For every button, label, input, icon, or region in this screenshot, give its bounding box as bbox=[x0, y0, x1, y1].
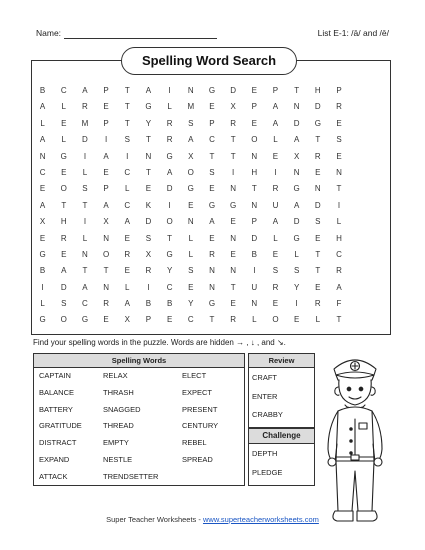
grid-letter: N bbox=[293, 102, 300, 112]
grid-letter: N bbox=[314, 184, 321, 194]
grid-letter: R bbox=[272, 184, 279, 194]
grid-letter: C bbox=[166, 282, 173, 292]
grid-letter: A bbox=[188, 135, 194, 145]
grid-letter: P bbox=[251, 102, 257, 112]
grid-letter: N bbox=[39, 151, 46, 161]
grid-letter: L bbox=[188, 249, 194, 259]
grid-letter: N bbox=[187, 86, 194, 95]
grid-letter: S bbox=[315, 217, 321, 227]
grid-letter: L bbox=[40, 299, 45, 309]
grid-letter: U bbox=[272, 200, 279, 210]
grid-letter: A bbox=[61, 266, 67, 276]
spelling-words-title: Spelling Words bbox=[34, 354, 244, 368]
grid-letter: M bbox=[81, 118, 89, 128]
grid-letter: S bbox=[82, 184, 88, 194]
grid-letter: E bbox=[103, 167, 109, 177]
grid-letter: L bbox=[294, 249, 299, 259]
word-column-2 bbox=[103, 368, 182, 486]
grid-letter: Y bbox=[166, 266, 173, 276]
grid-letter: P bbox=[251, 217, 257, 227]
grid-row bbox=[32, 263, 392, 279]
grid-letter: L bbox=[61, 102, 66, 112]
grid-letter: X bbox=[124, 315, 130, 325]
footer-link[interactable]: www.superteacherworksheets.com bbox=[202, 515, 319, 524]
grid-letter: F bbox=[336, 299, 342, 309]
grid-row bbox=[32, 165, 392, 181]
grid-row bbox=[32, 296, 392, 312]
grid-letter: R bbox=[60, 233, 67, 243]
grid-letter: I bbox=[253, 266, 256, 276]
spelling-word: PLEDGE bbox=[252, 467, 283, 477]
grid-letter: H bbox=[314, 86, 321, 95]
grid-letter: S bbox=[188, 118, 194, 128]
spelling-word: CRAFT bbox=[252, 373, 277, 382]
grid-letter: T bbox=[103, 266, 109, 276]
grid-row bbox=[32, 181, 392, 197]
grid-letter: G bbox=[60, 151, 67, 161]
grid-letter: L bbox=[125, 184, 130, 194]
grid-letter: H bbox=[251, 167, 258, 177]
grid-letter: R bbox=[166, 135, 173, 145]
grid-letter: R bbox=[230, 315, 237, 325]
grid-letter: I bbox=[147, 282, 150, 292]
grid-letter: R bbox=[314, 151, 321, 161]
grid-letter: I bbox=[41, 282, 44, 292]
letter-grid bbox=[32, 83, 392, 329]
grid-letter: S bbox=[293, 266, 300, 276]
grid-row bbox=[32, 280, 392, 296]
grid-letter: N bbox=[336, 167, 342, 177]
grid-letter: I bbox=[295, 299, 298, 309]
grid-letter: E bbox=[124, 233, 130, 243]
name-line bbox=[64, 38, 217, 39]
grid-letter: N bbox=[293, 167, 300, 177]
grid-letter: T bbox=[124, 86, 130, 95]
grid-letter: L bbox=[82, 167, 88, 177]
grid-letter: T bbox=[146, 167, 151, 177]
grid-letter: G bbox=[39, 315, 46, 325]
footer-text: Super Teacher Worksheets - bbox=[106, 515, 203, 524]
grid-letter: O bbox=[60, 315, 67, 325]
grid-letter: G bbox=[39, 249, 46, 259]
grid-letter: T bbox=[230, 151, 236, 161]
grid-letter: P bbox=[103, 118, 109, 128]
grid-letter: S bbox=[61, 299, 67, 309]
sailor-boy-illustration bbox=[318, 349, 392, 527]
grid-letter: N bbox=[251, 200, 258, 210]
grid-letter: A bbox=[82, 282, 88, 292]
grid-letter: E bbox=[188, 200, 194, 210]
grid-letter: D bbox=[293, 217, 300, 227]
grid-letter: R bbox=[145, 266, 152, 276]
grid-letter: E bbox=[39, 233, 46, 243]
spelling-word: CAPTAIN bbox=[39, 371, 71, 380]
grid-letter: N bbox=[230, 184, 237, 194]
grid-letter: L bbox=[315, 315, 321, 325]
grid-letter: U bbox=[251, 282, 258, 292]
grid-letter: E bbox=[209, 233, 215, 243]
grid-letter: R bbox=[272, 282, 279, 292]
word-column-1 bbox=[39, 368, 103, 486]
grid-letter: E bbox=[103, 315, 109, 325]
grid-letter: E bbox=[272, 299, 279, 309]
grid-letter: G bbox=[208, 86, 216, 95]
grid-letter: L bbox=[125, 282, 130, 292]
grid-letter: T bbox=[230, 282, 236, 292]
grid-letter: A bbox=[272, 217, 279, 227]
grid-letter: T bbox=[146, 135, 151, 145]
grid-letter: O bbox=[166, 217, 173, 227]
grid-letter: N bbox=[187, 217, 194, 227]
grid-letter: A bbox=[82, 86, 88, 95]
grid-letter: A bbox=[166, 167, 173, 177]
grid-row bbox=[32, 247, 392, 263]
grid-row bbox=[32, 312, 392, 328]
grid-letter: D bbox=[145, 217, 152, 227]
spelling-word: ATTACK bbox=[39, 471, 68, 481]
grid-letter: X bbox=[39, 217, 46, 227]
grid-letter: D bbox=[82, 135, 88, 145]
grid-letter: X bbox=[230, 102, 236, 112]
grid-letter: G bbox=[81, 315, 89, 325]
grid-letter: H bbox=[60, 217, 67, 227]
grid-letter: N bbox=[103, 282, 109, 292]
grid-letter: A bbox=[293, 135, 300, 145]
grid-letter: D bbox=[60, 282, 67, 292]
grid-letter: E bbox=[315, 282, 321, 292]
grid-letter: C bbox=[209, 135, 215, 145]
grid-letter: A bbox=[124, 217, 130, 227]
grid-letter: E bbox=[230, 249, 236, 259]
grid-letter: P bbox=[103, 86, 109, 95]
grid-row bbox=[32, 116, 392, 132]
grid-letter: E bbox=[315, 167, 321, 177]
grid-letter: N bbox=[251, 151, 258, 161]
grid-row bbox=[32, 198, 392, 214]
grid-letter: L bbox=[188, 233, 194, 243]
grid-letter: P bbox=[209, 118, 215, 128]
grid-letter: O bbox=[251, 135, 258, 145]
grid-letter: A bbox=[272, 118, 279, 128]
grid-letter: G bbox=[166, 151, 173, 161]
grid-letter: Y bbox=[145, 118, 152, 128]
spelling-word: BATTERY bbox=[39, 404, 73, 414]
grid-letter: G bbox=[187, 184, 194, 194]
grid-letter: N bbox=[103, 233, 109, 243]
grid-letter: D bbox=[314, 102, 321, 112]
grid-letter: G bbox=[293, 233, 300, 243]
grid-letter: R bbox=[103, 299, 109, 309]
grid-letter: E bbox=[124, 266, 130, 276]
grid-letter: E bbox=[315, 233, 321, 243]
grid-letter: A bbox=[39, 135, 46, 145]
grid-letter: E bbox=[272, 151, 279, 161]
grid-letter: I bbox=[83, 151, 87, 161]
grid-letter: C bbox=[124, 200, 131, 210]
spelling-words-box bbox=[33, 353, 245, 486]
grid-letter: X bbox=[188, 151, 194, 161]
grid-letter: T bbox=[167, 233, 173, 243]
grid-letter: D bbox=[314, 200, 321, 210]
grid-letter: I bbox=[168, 86, 171, 95]
footer bbox=[0, 515, 425, 524]
grid-letter: A bbox=[209, 217, 215, 227]
grid-letter: Y bbox=[293, 282, 300, 292]
grid-letter: T bbox=[251, 184, 257, 194]
challenge-title: Challenge bbox=[249, 429, 314, 444]
grid-letter: B bbox=[39, 86, 46, 95]
grid-letter: T bbox=[61, 200, 67, 210]
puzzle-frame bbox=[31, 60, 391, 335]
grid-letter: A bbox=[124, 299, 130, 309]
grid-row bbox=[32, 149, 392, 165]
grid-letter: I bbox=[168, 200, 171, 210]
grid-letter: G bbox=[230, 200, 237, 210]
grid-letter: B bbox=[251, 249, 257, 259]
grid-letter: X bbox=[145, 249, 152, 259]
grid-letter: T bbox=[82, 266, 88, 276]
grid-letter: E bbox=[251, 118, 257, 128]
grid-letter: A bbox=[293, 200, 300, 210]
grid-letter: C bbox=[124, 167, 131, 177]
grid-letter: L bbox=[40, 118, 45, 128]
grid-letter: T bbox=[336, 184, 342, 194]
grid-letter: C bbox=[187, 315, 194, 325]
grid-letter: R bbox=[314, 299, 321, 309]
grid-letter: E bbox=[166, 315, 173, 325]
grid-row bbox=[32, 99, 392, 115]
grid-letter: I bbox=[104, 135, 108, 145]
list-label: List E-1: /ā/ and /ē/ bbox=[317, 28, 389, 38]
grid-letter: I bbox=[126, 151, 129, 161]
grid-letter: I bbox=[274, 167, 277, 177]
grid-letter: T bbox=[294, 86, 300, 95]
grid-letter: N bbox=[230, 266, 237, 276]
grid-letter: R bbox=[336, 102, 342, 112]
grid-letter: A bbox=[103, 151, 109, 161]
grid-letter: B bbox=[166, 299, 173, 309]
grid-letter: N bbox=[230, 233, 237, 243]
spelling-word: NESTLE bbox=[103, 454, 133, 464]
grid-letter: A bbox=[336, 282, 342, 292]
grid-letter: N bbox=[251, 299, 258, 309]
grid-letter: O bbox=[187, 167, 194, 177]
word-column-3 bbox=[182, 368, 242, 486]
grid-letter: N bbox=[209, 266, 215, 276]
grid-letter: S bbox=[272, 266, 279, 276]
grid-letter: S bbox=[124, 135, 130, 145]
grid-letter: D bbox=[251, 233, 258, 243]
challenge-box bbox=[248, 428, 315, 486]
spelling-word: RELAX bbox=[103, 371, 128, 380]
grid-letter: P bbox=[272, 86, 279, 95]
grid-row bbox=[32, 83, 392, 99]
grid-letter: E bbox=[336, 118, 342, 128]
grid-letter: R bbox=[124, 249, 131, 259]
grid-letter: E bbox=[188, 282, 194, 292]
grid-letter: E bbox=[103, 102, 109, 112]
grid-letter: S bbox=[145, 233, 152, 243]
grid-letter: N bbox=[145, 151, 152, 161]
grid-row bbox=[32, 132, 392, 148]
grid-letter: D bbox=[230, 86, 237, 95]
grid-letter: T bbox=[315, 135, 321, 145]
grid-letter: T bbox=[209, 315, 215, 325]
grid-letter: E bbox=[61, 249, 67, 259]
grid-letter: N bbox=[209, 282, 215, 292]
grid-letter: G bbox=[208, 200, 216, 210]
grid-letter: N bbox=[82, 249, 88, 259]
grid-letter: G bbox=[208, 299, 216, 309]
grid-letter: T bbox=[82, 200, 88, 210]
grid-row bbox=[32, 231, 392, 247]
grid-letter: T bbox=[315, 266, 321, 276]
spelling-word: SPREAD bbox=[182, 454, 213, 464]
grid-letter: E bbox=[209, 184, 215, 194]
grid-letter: L bbox=[273, 233, 278, 243]
grid-letter: L bbox=[167, 102, 172, 112]
grid-letter: T bbox=[336, 315, 342, 325]
name-label: Name: bbox=[36, 28, 62, 38]
grid-letter: S bbox=[336, 135, 342, 145]
page-title: Spelling Word Search bbox=[121, 47, 297, 75]
grid-letter: P bbox=[145, 315, 152, 325]
spelling-word: REBEL bbox=[182, 438, 207, 448]
grid-letter: A bbox=[39, 200, 46, 210]
grid-letter: E bbox=[61, 118, 67, 128]
grid-letter: R bbox=[166, 118, 173, 128]
grid-letter: C bbox=[60, 86, 67, 95]
grid-letter: E bbox=[61, 167, 67, 177]
grid-letter: S bbox=[188, 266, 194, 276]
grid-letter: O bbox=[102, 249, 110, 259]
challenge-list bbox=[249, 444, 314, 485]
grid-letter: L bbox=[273, 135, 278, 145]
spelling-word: BALANCE bbox=[39, 387, 75, 397]
grid-letter: E bbox=[230, 299, 236, 309]
grid-letter: E bbox=[209, 102, 215, 112]
grid-letter: B bbox=[145, 299, 152, 309]
grid-letter: I bbox=[232, 167, 235, 177]
grid-letter: G bbox=[145, 102, 152, 112]
grid-letter: L bbox=[82, 233, 88, 243]
review-title: Review bbox=[249, 354, 314, 368]
header-row bbox=[36, 28, 389, 42]
grid-letter: I bbox=[83, 217, 87, 227]
grid-letter: M bbox=[187, 102, 195, 112]
grid-letter: A bbox=[145, 86, 152, 95]
grid-letter: D bbox=[293, 118, 300, 128]
grid-letter: Y bbox=[188, 299, 194, 309]
spelling-word: EXPECT bbox=[182, 387, 213, 397]
grid-letter: B bbox=[39, 266, 46, 276]
grid-letter: C bbox=[39, 167, 46, 177]
spelling-word: THRASH bbox=[103, 387, 134, 397]
grid-letter: T bbox=[209, 151, 215, 161]
grid-letter: A bbox=[103, 200, 109, 210]
grid-letter: K bbox=[145, 200, 152, 210]
grid-letter: E bbox=[39, 184, 46, 194]
grid-letter: R bbox=[209, 249, 215, 259]
spelling-word: ELECT bbox=[182, 371, 207, 380]
spelling-word: CRABBY bbox=[252, 410, 283, 419]
grid-letter: X bbox=[293, 151, 300, 161]
grid-letter: L bbox=[252, 315, 257, 325]
grid-letter: R bbox=[230, 118, 237, 128]
spelling-word: EXPAND bbox=[39, 454, 70, 464]
grid-letter: R bbox=[82, 102, 88, 112]
grid-letter: I bbox=[337, 200, 341, 210]
grid-letter: T bbox=[230, 135, 236, 145]
review-list bbox=[249, 368, 314, 427]
grid-letter: L bbox=[336, 217, 342, 227]
grid-letter: O bbox=[60, 184, 67, 194]
spelling-word: DISTRACT bbox=[39, 438, 77, 448]
grid-letter: T bbox=[124, 102, 130, 112]
grid-letter: P bbox=[336, 86, 342, 95]
grid-letter: A bbox=[39, 102, 46, 112]
grid-letter: P bbox=[103, 184, 109, 194]
spelling-word: SNAGGED bbox=[103, 404, 141, 414]
spelling-word: THREAD bbox=[103, 421, 134, 431]
grid-letter: D bbox=[166, 184, 173, 194]
grid-letter: C bbox=[336, 249, 342, 259]
spelling-word: PRESENT bbox=[182, 404, 218, 414]
spelling-word: EMPTY bbox=[103, 438, 129, 448]
grid-letter: L bbox=[61, 135, 66, 145]
grid-letter: G bbox=[314, 118, 321, 128]
spelling-word: TRENDSETTER bbox=[103, 471, 159, 481]
spelling-word: DEPTH bbox=[252, 449, 278, 458]
grid-letter: O bbox=[272, 315, 279, 325]
grid-letter: T bbox=[315, 249, 321, 259]
grid-letter: G bbox=[166, 249, 173, 259]
grid-letter: E bbox=[272, 249, 279, 259]
spelling-word: CENTURY bbox=[182, 421, 219, 431]
grid-letter: S bbox=[209, 167, 215, 177]
grid-letter: E bbox=[293, 315, 300, 325]
spelling-word: ENTER bbox=[252, 391, 278, 401]
grid-letter: T bbox=[124, 118, 130, 128]
grid-letter: G bbox=[293, 184, 300, 194]
grid-letter: R bbox=[336, 266, 342, 276]
grid-letter: X bbox=[103, 217, 109, 227]
grid-letter: E bbox=[145, 184, 152, 194]
grid-letter: E bbox=[230, 217, 236, 227]
review-box bbox=[248, 353, 315, 428]
grid-letter: C bbox=[82, 299, 88, 309]
grid-letter: E bbox=[251, 86, 257, 95]
grid-letter: A bbox=[272, 102, 279, 112]
grid-letter: E bbox=[336, 151, 342, 161]
grid-row bbox=[32, 214, 392, 230]
instructions: Find your spelling words in the puzzle. Words are hidden → , ↓ , and ↘. bbox=[33, 338, 286, 347]
spelling-word: GRATITUDE bbox=[39, 421, 82, 431]
grid-letter: H bbox=[336, 233, 342, 243]
